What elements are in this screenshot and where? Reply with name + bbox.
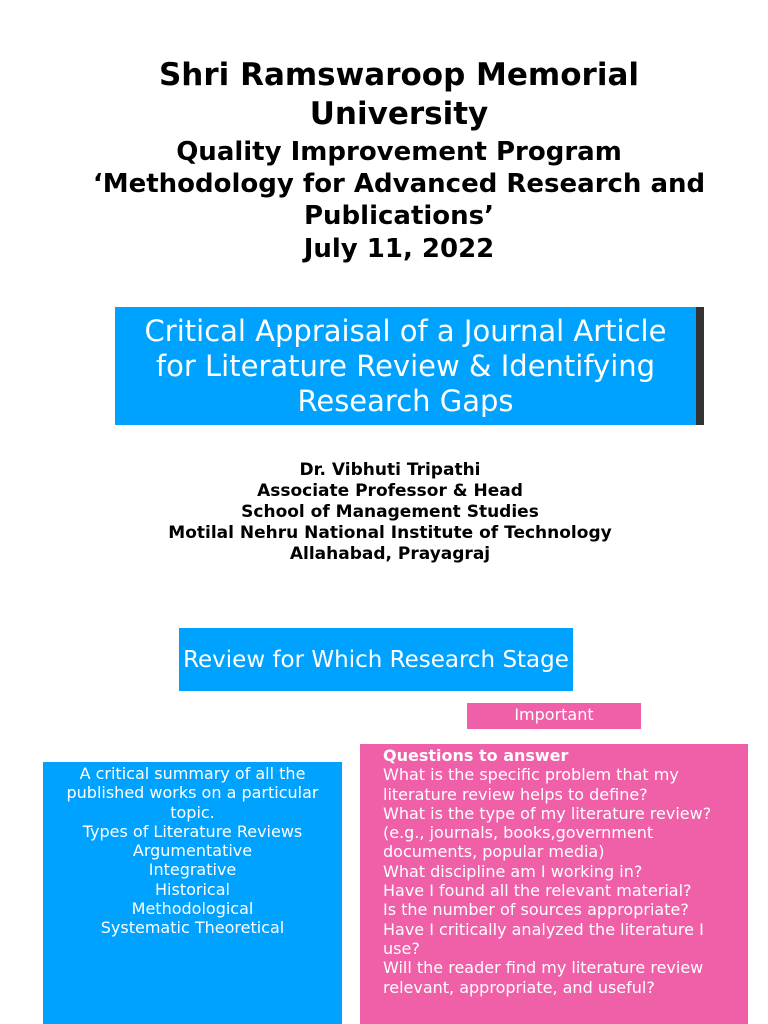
important-badge: Important bbox=[467, 703, 641, 729]
panel-line: Argumentative bbox=[132, 841, 253, 861]
research-stage-box bbox=[179, 628, 573, 691]
questions-heading: Questions to answer bbox=[383, 746, 569, 765]
panel-line: Integrative bbox=[148, 860, 237, 880]
question-item: What is the specific problem that my literature review helps to define? bbox=[383, 765, 679, 804]
presenter-name: Dr. Vibhuti Tripathi bbox=[299, 460, 481, 480]
presenter-school: School of Management Studies bbox=[241, 502, 539, 522]
presenter-institute: Motilal Nehru National Institute of Technology bbox=[168, 523, 612, 543]
talk-title-box bbox=[115, 307, 704, 425]
university-name: Shri Ramswaroop Memorial University bbox=[158, 57, 639, 132]
talk-title: Critical Appraisal of a Journal Article for Literature Review & Identifying Research Gaps bbox=[144, 313, 667, 418]
panel-line: Historical bbox=[155, 879, 230, 899]
question-item: Have I critically analyzed the literature I use? bbox=[383, 919, 704, 958]
research-stage-label: Review for Which Research Stage bbox=[183, 646, 569, 673]
panel-line: Systematic Theoretical bbox=[100, 918, 285, 938]
questions-panel bbox=[360, 744, 748, 1024]
event-date: July 11, 2022 bbox=[303, 234, 495, 264]
program-name: Quality Improvement Program bbox=[176, 137, 622, 167]
question-item: Is the number of sources appropriate? bbox=[383, 900, 689, 920]
panel-line: A critical summary of all the published works on a particular topic. bbox=[66, 764, 319, 822]
question-item: Have I found all the relevant material? bbox=[383, 881, 692, 901]
question-item: Will the reader find my literature review relevant, appropriate, and useful? bbox=[383, 958, 704, 997]
panel-line: Methodological bbox=[131, 899, 254, 919]
presenter-location: Allahabad, Prayagraj bbox=[289, 544, 491, 564]
literature-review-types-panel bbox=[43, 762, 342, 1024]
question-item: What is the type of my literature review? (e.g., journals, books,government documents, popular media) bbox=[383, 803, 712, 862]
program-theme: ‘Methodology for Advanced Research and Publications’ bbox=[92, 169, 706, 231]
panel-line: Types of Literature Reviews bbox=[82, 821, 303, 841]
presenter-designation: Associate Professor & Head bbox=[257, 481, 523, 501]
document-header bbox=[40, 56, 758, 266]
question-item: What discipline am I working in? bbox=[383, 861, 643, 881]
presenter-block bbox=[100, 460, 680, 565]
